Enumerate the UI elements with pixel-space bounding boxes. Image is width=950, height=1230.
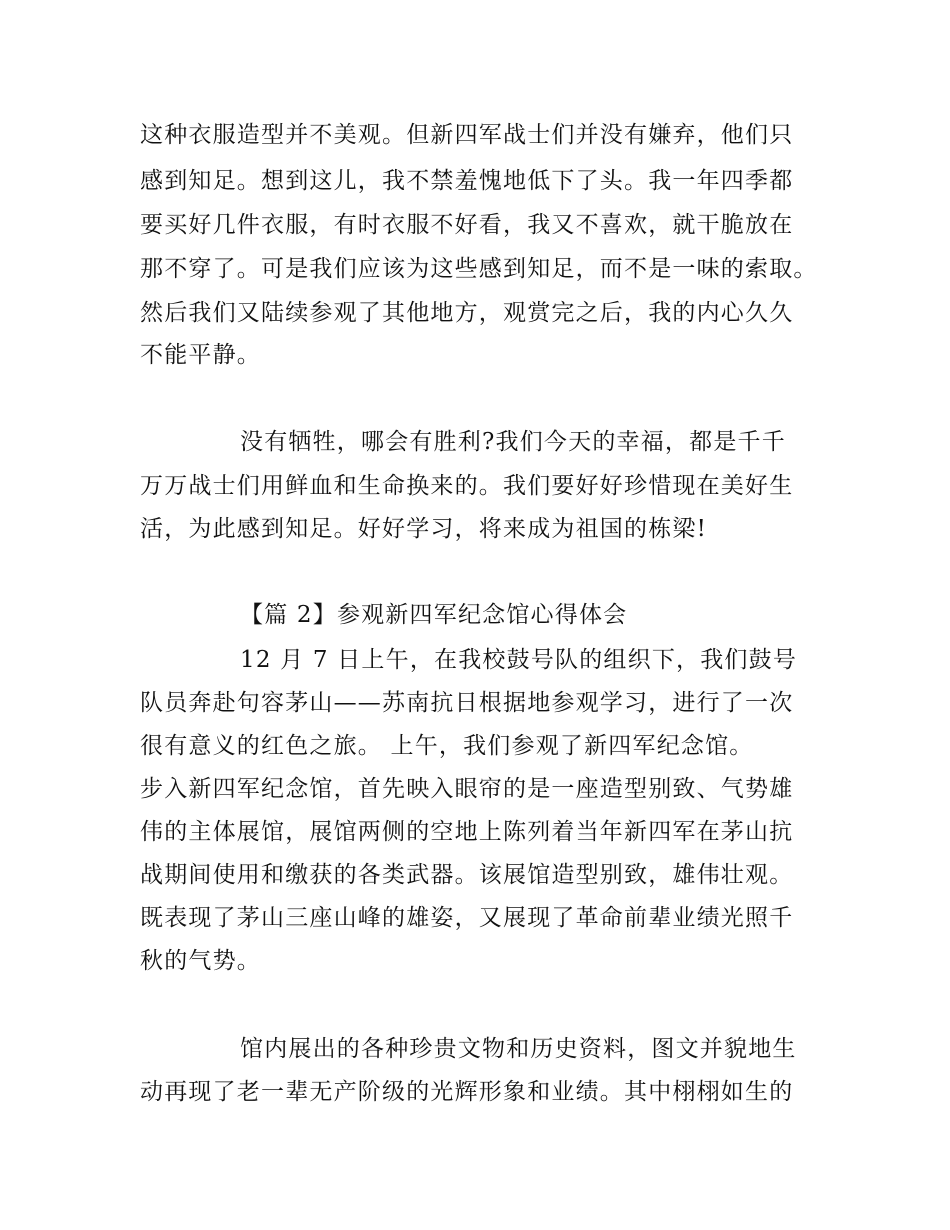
paragraph-1-line-3: 要买好几件衣服，有时衣服不好看，我又不喜欢，就干脆放在	[140, 212, 794, 238]
section-heading: 【篇 2】参观新四军纪念馆心得体会	[240, 602, 628, 628]
paragraph-1-line-4: 那不穿了。可是我们应该为这些感到知足，而不是一味的索取。	[140, 256, 818, 282]
paragraph-3-line-2: 队员奔赴句容茅山——苏南抗日根据地参观学习，进行了一次	[140, 690, 794, 716]
paragraph-2-line-2: 万万战士们用鲜血和生命换来的。我们要好好珍惜现在美好生	[140, 473, 794, 499]
paragraph-1-line-1: 这种衣服造型并不美观。但新四军战士们并没有嫌弃，他们只	[140, 122, 794, 148]
paragraph-3-line-4: 步入新四军纪念馆，首先映入眼帘的是一座造型别致、气势雄	[140, 776, 794, 802]
paragraph-1-line-6: 不能平静。	[140, 342, 261, 368]
paragraph-3-line-5: 伟的主体展馆，展馆两侧的空地上陈列着当年新四军在茅山抗	[140, 819, 794, 845]
paragraph-1-line-5: 然后我们又陆续参观了其他地方，观赏完之后，我的内心久久	[140, 300, 794, 326]
paragraph-3-line-3: 很有意义的红色之旅。 上午，我们参观了新四军纪念馆。	[140, 733, 754, 759]
paragraph-2-line-1: 没有牺牲，哪会有胜利?我们今天的幸福，都是千千	[240, 429, 786, 455]
paragraph-2-line-3: 活，为此感到知足。好好学习，将来成为祖国的栋梁!	[140, 516, 708, 542]
paragraph-3-line-7: 既表现了茅山三座山峰的雄姿，又展现了革命前辈业绩光照千	[140, 905, 794, 931]
paragraph-1-line-2: 感到知足。想到这儿，我不禁羞愧地低下了头。我一年四季都	[140, 168, 794, 194]
paragraph-3-line-8: 秋的气势。	[140, 948, 261, 974]
paragraph-4-line-1: 馆内展出的各种珍贵文物和历史资料，图文并貌地生	[240, 1036, 797, 1062]
paragraph-3-line-1: 12 月 7 日上午，在我校鼓号队的组织下，我们鼓号	[240, 647, 798, 673]
paragraph-4-line-2: 动再现了老一辈无产阶级的光辉形象和业绩。其中栩栩如生的	[140, 1079, 794, 1105]
paragraph-3-line-6: 战期间使用和缴获的各类武器。该展馆造型别致，雄伟壮观。	[140, 862, 794, 888]
